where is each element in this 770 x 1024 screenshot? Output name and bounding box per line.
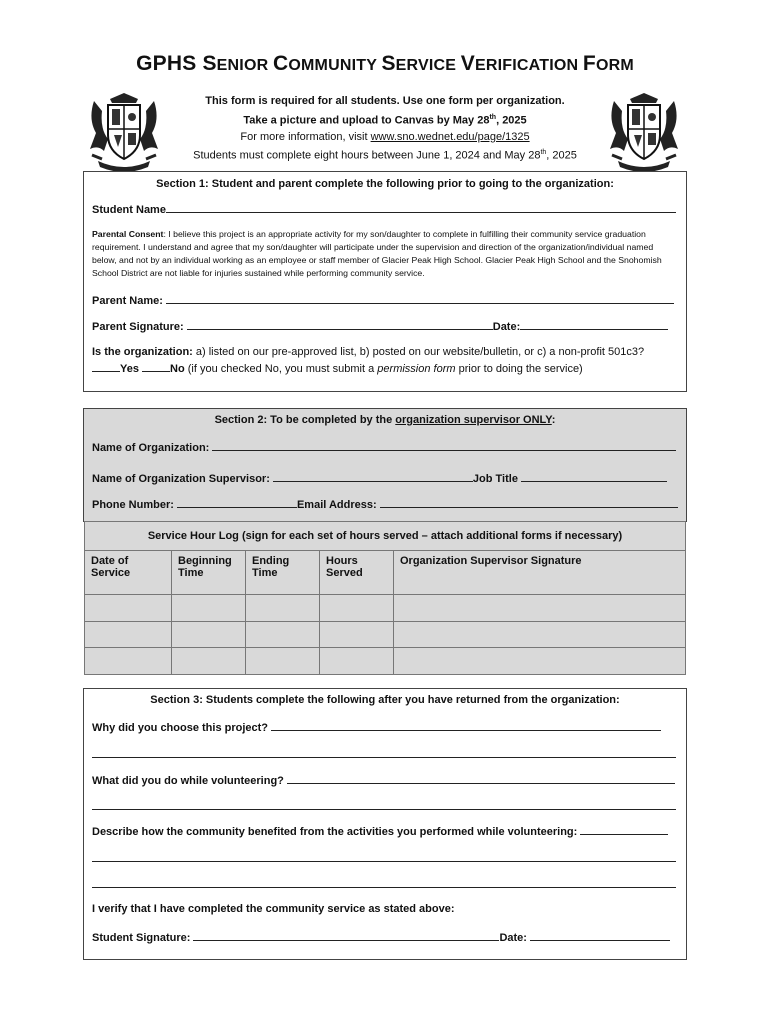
parent-signature-line[interactable]: [187, 319, 493, 330]
section-3: [83, 688, 687, 960]
col-ending-time: Ending Time: [246, 551, 320, 595]
log-cell[interactable]: [394, 648, 686, 675]
log-cell[interactable]: [85, 595, 172, 622]
parent-name-field[interactable]: Parent Name:: [92, 293, 678, 307]
header-line-4: Students must complete eight hours between June 1, 2024 and May 28th, 2025: [193, 149, 577, 162]
service-log-title: Service Hour Log (sign for each set of hours served – attach additional forms if necessary): [85, 522, 686, 551]
what-did-you-do-field[interactable]: What did you do while volunteering?: [92, 773, 678, 787]
student-date-line[interactable]: [530, 930, 670, 941]
info-link[interactable]: www.sno.wednet.edu/page/1325: [370, 130, 530, 143]
log-cell[interactable]: [85, 622, 172, 648]
header-line-1: This form is required for all students. Use one form per organization.: [205, 95, 565, 107]
school-crest-right: [604, 89, 684, 171]
table-row: [85, 648, 686, 675]
what-did-you-do-line[interactable]: [287, 773, 675, 784]
organization-question: Is the organization: a) listed on our pre-approved list, b) posted on our website/bulletin, or c) a non-profit 501c3?: [92, 346, 645, 358]
log-cell[interactable]: [172, 648, 246, 675]
parent-name-line[interactable]: [166, 293, 674, 304]
phone-line[interactable]: [177, 497, 297, 508]
answer-line-2[interactable]: [92, 799, 678, 813]
supervisor-name-field[interactable]: Name of Organization Supervisor: Job Title: [92, 471, 678, 485]
verify-statement: I verify that I have completed the community service as stated above:: [92, 903, 455, 915]
table-row: [85, 622, 686, 648]
parent-date-line[interactable]: [520, 319, 668, 330]
why-project-field[interactable]: Why did you choose this project?: [92, 720, 678, 734]
service-hour-log: [84, 521, 686, 675]
log-cell[interactable]: [172, 622, 246, 648]
email-line[interactable]: [380, 497, 678, 508]
log-cell[interactable]: [246, 622, 320, 648]
log-cell[interactable]: [320, 595, 394, 622]
parent-signature-field[interactable]: Parent Signature: Date:: [92, 319, 678, 333]
log-cell[interactable]: [320, 622, 394, 648]
yes-no-answer: Yes No (if you checked No, you must submit a permission form prior to doing the service): [92, 361, 678, 375]
section-2-title: Section 2: To be completed by the organization supervisor ONLY:: [214, 414, 556, 426]
log-cell[interactable]: [394, 622, 686, 648]
col-supervisor-signature: Organization Supervisor Signature: [394, 551, 686, 595]
header-instructions: [160, 93, 610, 164]
col-date-of-service: Date of Service: [85, 551, 172, 595]
yes-checkbox-line[interactable]: [92, 361, 120, 372]
form-title: GPHS SENIOR COMMUNITY SERVICE VERIFICATION FORM: [136, 52, 634, 75]
student-name-field[interactable]: Student Name: [92, 202, 678, 216]
log-cell[interactable]: [246, 648, 320, 675]
log-cell[interactable]: [246, 595, 320, 622]
section-2: [83, 408, 687, 522]
organization-name-field[interactable]: Name of Organization:: [92, 440, 678, 454]
job-title-line[interactable]: [521, 471, 667, 482]
log-cell[interactable]: [85, 648, 172, 675]
answer-line-4[interactable]: [92, 877, 678, 891]
answer-line-3[interactable]: [92, 851, 678, 865]
community-benefit-line[interactable]: [580, 824, 668, 835]
col-beginning-time: Beginning Time: [172, 551, 246, 595]
student-signature-field[interactable]: Student Signature: Date:: [92, 930, 678, 944]
table-row: [85, 595, 686, 622]
col-hours-served: Hours Served: [320, 551, 394, 595]
student-name-line[interactable]: [166, 202, 676, 213]
section-3-title: Section 3: Students complete the following after you have returned from the organization:: [150, 694, 620, 706]
why-project-line[interactable]: [271, 720, 661, 731]
section-1: [83, 171, 687, 392]
organization-name-line[interactable]: [212, 440, 676, 451]
section-1-title: Section 1: Student and parent complete the following prior to going to the organization:: [156, 178, 614, 190]
supervisor-name-line[interactable]: [273, 471, 473, 482]
phone-email-field[interactable]: Phone Number: Email Address:: [92, 497, 678, 511]
student-signature-line[interactable]: [193, 930, 499, 941]
answer-line-1[interactable]: [92, 747, 678, 761]
header-line-2: Take a picture and upload to Canvas by May 28th, 2025: [243, 113, 527, 127]
log-cell[interactable]: [394, 595, 686, 622]
community-benefit-field[interactable]: Describe how the community benefited from the activities you performed while volunteering:: [92, 824, 678, 838]
log-cell[interactable]: [172, 595, 246, 622]
log-cell[interactable]: [320, 648, 394, 675]
parental-consent-text: Parental Consent: I believe this project is an appropriate activity for my son/daughter to complete in fulfilling their community service graduation requirement. I understand and agree that my son/daughter will participate under the supervision and direction of the organization/individual named below, and not by an individual working as an employee or staff member of Glacier Peak High School. Glacier Peak High School and the Snohomish School District are not liable for injuries sustained while performing community service.: [92, 229, 662, 278]
no-checkbox-line[interactable]: [142, 361, 170, 372]
school-crest-left: [84, 89, 164, 171]
header-line-3: For more information, visit www.sno.wednet.edu/page/1325: [240, 130, 530, 143]
